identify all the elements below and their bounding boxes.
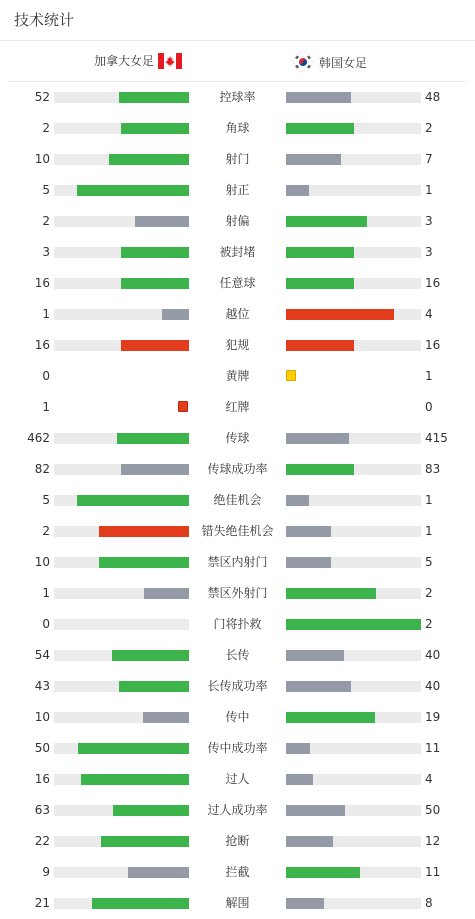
home-bar-fill (121, 340, 189, 351)
page-header (0, 0, 475, 41)
away-value: 40 (425, 648, 441, 662)
home-bar-track (54, 681, 189, 692)
home-bar-fill (119, 681, 189, 692)
away-value: 8 (425, 896, 433, 910)
away-bar-track (286, 309, 421, 320)
away-value: 415 (425, 431, 448, 445)
home-value: 16 (34, 772, 50, 786)
home-value: 63 (34, 803, 50, 817)
away-value: 2 (425, 586, 433, 600)
away-bar-fill (286, 650, 344, 661)
away-value: 4 (425, 772, 433, 786)
home-value: 2 (42, 214, 50, 228)
home-bar-track (54, 154, 189, 165)
stat-row (0, 826, 475, 857)
home-value: 22 (34, 834, 50, 848)
home-bar-fill (77, 495, 189, 506)
home-value: 82 (34, 462, 50, 476)
away-bar-track (286, 619, 421, 630)
home-team-name: 加拿大女足 (93, 54, 154, 68)
home-bar-track (54, 650, 189, 661)
away-bar-fill (286, 154, 341, 165)
stat-row (0, 268, 475, 299)
home-bar-track (54, 433, 189, 444)
away-bar-track (286, 557, 421, 568)
away-value: 83 (425, 462, 441, 476)
home-value: 0 (42, 369, 50, 383)
away-team-name: 韩国女足 (319, 55, 368, 70)
home-bar-fill (77, 185, 189, 196)
away-bar-fill (286, 557, 331, 568)
stat-label: 绝佳机会 (213, 493, 262, 507)
away-bar-fill (286, 526, 331, 537)
away-value: 1 (425, 524, 433, 538)
away-value: 16 (425, 276, 441, 290)
home-value: 5 (42, 493, 50, 507)
stat-row (0, 733, 475, 764)
away-bar-fill (286, 123, 354, 134)
stat-label: 红牌 (225, 400, 250, 414)
away-bar-fill (286, 898, 324, 909)
stat-label: 门将扑救 (213, 617, 262, 631)
stat-label: 过人成功率 (207, 803, 268, 817)
canada-flag-icon (158, 53, 182, 69)
home-value: 3 (42, 245, 50, 259)
home-value: 43 (34, 679, 50, 693)
away-value: 2 (425, 121, 433, 135)
home-bar-track (54, 185, 189, 196)
stat-row (0, 671, 475, 702)
home-value: 10 (34, 555, 50, 569)
away-bar-fill (286, 681, 351, 692)
home-bar-track (54, 774, 189, 785)
home-bar-track (54, 588, 189, 599)
away-bar-track (286, 433, 421, 444)
away-value: 40 (425, 679, 441, 693)
away-bar-fill (286, 433, 349, 444)
away-bar-fill (286, 278, 354, 289)
home-bar-fill (162, 309, 189, 320)
away-bar-fill (286, 743, 310, 754)
home-bar-fill (121, 278, 189, 289)
away-bar-fill (286, 836, 333, 847)
home-bar-track (54, 278, 189, 289)
away-value: 5 (425, 555, 433, 569)
away-bar-fill (286, 216, 367, 227)
away-bar-track (286, 898, 421, 909)
away-value: 1 (425, 183, 433, 197)
home-bar-fill (128, 867, 189, 878)
stat-label: 射偏 (225, 214, 250, 228)
away-bar-track (286, 278, 421, 289)
home-value: 1 (42, 586, 50, 600)
away-bar-fill (286, 495, 309, 506)
home-bar-fill (99, 526, 189, 537)
stat-label: 任意球 (219, 276, 256, 290)
stat-row (0, 206, 475, 237)
home-bar-fill (117, 433, 189, 444)
stat-label: 传球 (225, 431, 250, 445)
home-bar-track (54, 123, 189, 134)
away-value: 7 (425, 152, 433, 166)
stat-label: 传中成功率 (207, 741, 268, 755)
home-bar-fill (121, 464, 189, 475)
away-value: 12 (425, 834, 441, 848)
stat-label: 射正 (225, 183, 250, 197)
home-bar-track (54, 867, 189, 878)
home-bar-track (54, 836, 189, 847)
home-team (94, 52, 182, 69)
home-bar-track (54, 743, 189, 754)
stat-label: 越位 (225, 307, 250, 321)
home-bar-fill (101, 836, 189, 847)
home-value: 1 (42, 307, 50, 321)
stat-row (0, 330, 475, 361)
stat-label: 长传成功率 (207, 679, 268, 693)
stat-label: 控球率 (219, 90, 256, 104)
away-value: 0 (425, 400, 433, 414)
stat-label: 射门 (225, 152, 250, 166)
away-bar-track (286, 154, 421, 165)
stat-row (0, 485, 475, 516)
stat-label: 犯规 (225, 338, 250, 352)
korea-flag-icon (293, 52, 313, 72)
stat-label: 过人 (225, 772, 250, 786)
yellow-card-icon (286, 370, 296, 381)
home-value: 2 (42, 524, 50, 538)
stat-label: 错失绝佳机会 (201, 524, 274, 538)
away-bar-fill (286, 867, 360, 878)
away-value: 4 (425, 307, 433, 321)
away-bar-fill (286, 247, 354, 258)
home-bar-track (54, 92, 189, 103)
stat-row (0, 609, 475, 640)
stat-row (0, 454, 475, 485)
stat-row (0, 516, 475, 547)
away-value: 1 (425, 493, 433, 507)
away-bar-fill (286, 619, 421, 630)
home-value: 5 (42, 183, 50, 197)
home-bar-fill (81, 774, 189, 785)
home-bar-track (54, 309, 189, 320)
stats-list (0, 82, 475, 919)
away-bar-fill (286, 92, 351, 103)
away-bar-track (286, 867, 421, 878)
away-bar-track (286, 340, 421, 351)
away-bar-fill (286, 340, 354, 351)
stat-label: 角球 (225, 121, 250, 135)
home-value: 9 (42, 865, 50, 879)
away-bar-track (286, 495, 421, 506)
away-bar-track (286, 805, 421, 816)
home-value: 50 (34, 741, 50, 755)
home-value: 54 (34, 648, 50, 662)
stat-row (0, 82, 475, 113)
away-bar-track (286, 464, 421, 475)
stat-row (0, 113, 475, 144)
away-bar-track (286, 185, 421, 196)
home-bar-track (54, 247, 189, 258)
away-bar-fill (286, 464, 354, 475)
stat-label: 禁区内射门 (207, 555, 268, 569)
home-bar-track (54, 526, 189, 537)
away-bar-track (286, 92, 421, 103)
away-bar-fill (286, 774, 313, 785)
stat-row (0, 888, 475, 919)
away-bar-track (286, 123, 421, 134)
away-bar-track (286, 743, 421, 754)
away-bar-track (286, 526, 421, 537)
away-bar-track (286, 216, 421, 227)
away-bar-fill (286, 712, 375, 723)
home-value: 16 (34, 276, 50, 290)
home-value: 0 (42, 617, 50, 631)
red-card-icon (178, 401, 188, 412)
home-bar-track (54, 216, 189, 227)
stat-label: 禁区外射门 (207, 586, 268, 600)
home-bar-track (54, 464, 189, 475)
stat-label: 长传 (225, 648, 250, 662)
away-value: 1 (425, 369, 433, 383)
stat-label: 抢断 (225, 834, 250, 848)
home-bar-fill (121, 247, 189, 258)
stat-row (0, 857, 475, 888)
stat-row (0, 578, 475, 609)
home-bar-track (54, 712, 189, 723)
home-value: 21 (34, 896, 50, 910)
away-bar-track (286, 712, 421, 723)
away-bar-track (286, 650, 421, 661)
stat-row (0, 392, 475, 423)
away-value: 16 (425, 338, 441, 352)
away-bar-track (286, 247, 421, 258)
away-bar-fill (286, 309, 394, 320)
home-value: 52 (34, 90, 50, 104)
away-value: 50 (425, 803, 441, 817)
away-value: 11 (425, 865, 441, 879)
away-value: 3 (425, 245, 433, 259)
stat-row (0, 640, 475, 671)
home-bar-fill (144, 588, 189, 599)
home-bar-fill (112, 650, 189, 661)
home-bar-track (54, 340, 189, 351)
away-bar-track (286, 836, 421, 847)
home-bar-track (54, 495, 189, 506)
stat-row (0, 702, 475, 733)
stat-row (0, 547, 475, 578)
away-bar-fill (286, 185, 309, 196)
stat-label: 被封堵 (219, 245, 256, 259)
home-bar-track (54, 898, 189, 909)
home-bar-fill (109, 154, 189, 165)
stat-label: 传中 (225, 710, 250, 724)
stat-row (0, 423, 475, 454)
home-bar-fill (119, 92, 189, 103)
stat-row (0, 144, 475, 175)
away-bar-track (286, 681, 421, 692)
away-bar-track (286, 588, 421, 599)
home-bar-track (54, 557, 189, 568)
away-bar-fill (286, 588, 376, 599)
away-value: 2 (425, 617, 433, 631)
home-bar-fill (99, 557, 189, 568)
home-bar-fill (92, 898, 189, 909)
home-bar-fill (135, 216, 189, 227)
stat-row (0, 237, 475, 268)
stat-label: 解围 (225, 896, 250, 910)
page-title: 技术统计 (14, 11, 75, 29)
home-bar-track (54, 619, 189, 630)
away-team (293, 52, 367, 72)
stat-label: 拦截 (225, 865, 250, 879)
away-bar-track (286, 774, 421, 785)
stat-row (0, 299, 475, 330)
home-value: 1 (42, 400, 50, 414)
home-bar-fill (113, 805, 189, 816)
team-header (8, 41, 467, 82)
home-value: 2 (42, 121, 50, 135)
home-value: 10 (34, 152, 50, 166)
stat-row (0, 175, 475, 206)
stat-label: 传球成功率 (207, 462, 268, 476)
home-value: 462 (27, 431, 50, 445)
home-bar-fill (121, 123, 189, 134)
stat-row (0, 764, 475, 795)
away-value: 3 (425, 214, 433, 228)
home-value: 16 (34, 338, 50, 352)
away-value: 19 (425, 710, 441, 724)
home-bar-fill (143, 712, 189, 723)
away-bar-fill (286, 805, 345, 816)
stat-label: 黄牌 (225, 369, 250, 383)
away-value: 48 (425, 90, 441, 104)
home-value: 10 (34, 710, 50, 724)
stat-row (0, 361, 475, 392)
home-bar-track (54, 805, 189, 816)
home-bar-fill (78, 743, 189, 754)
stat-row (0, 795, 475, 826)
away-value: 11 (425, 741, 441, 755)
